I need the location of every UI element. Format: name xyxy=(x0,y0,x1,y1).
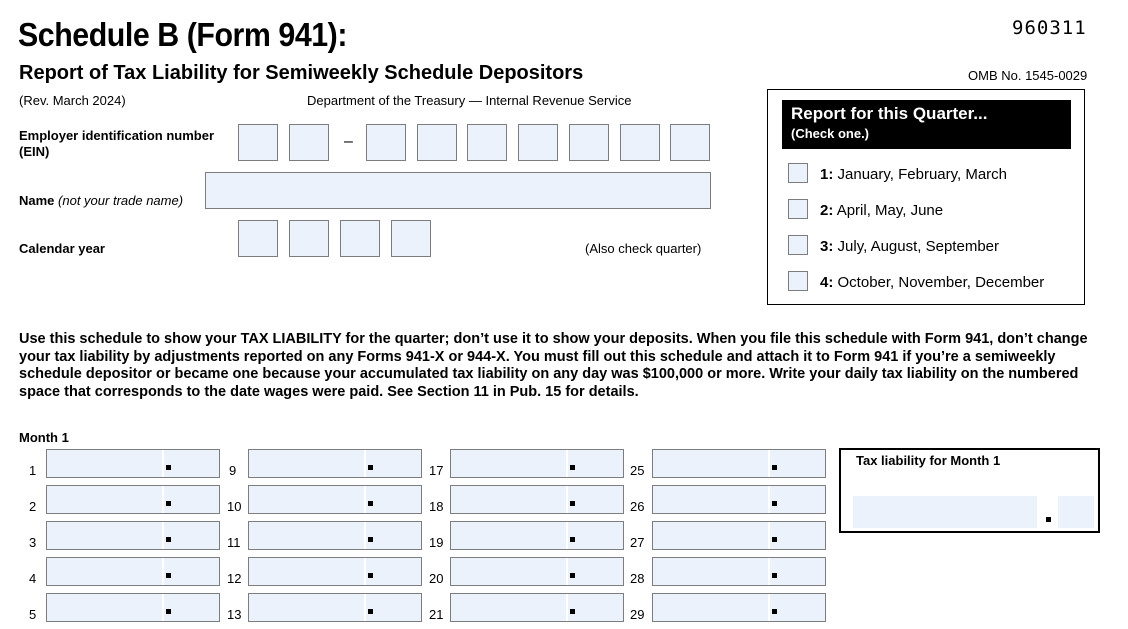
form-number: 960311 xyxy=(1012,17,1087,39)
day-21-amount[interactable] xyxy=(450,593,624,622)
instructions-text: Use this schedule to show your TAX LIABILITY for the quarter; don’t use it to show your deposits. When you file this schedule with Form 941, don’t change your tax liability by adjustments reported on any Forms 941-X or 944-X. You must fill out this schedule and attach it to Form 941 if you’re a semiweekly schedule depositor or became one because your accumulated tax liability on any day was $100,000 or more. Write your daily tax liability on the numbered space that corresponds to the date wages were paid. See Section 11 in Pub. 15 for details. xyxy=(19,331,1088,400)
year-digit-4[interactable] xyxy=(391,220,431,257)
day-number: 28 xyxy=(630,571,645,586)
year-digit-1[interactable] xyxy=(238,220,278,257)
day-number: 18 xyxy=(429,499,444,514)
day-28-amount[interactable] xyxy=(652,557,826,586)
ein-digit-4[interactable] xyxy=(417,124,457,161)
year-digit-2[interactable] xyxy=(289,220,329,257)
day-11-amount[interactable] xyxy=(248,521,422,550)
day-3-amount[interactable] xyxy=(46,521,220,550)
month-1-total-cents-field[interactable] xyxy=(1058,496,1094,528)
month-1-total-dollars-field[interactable] xyxy=(853,496,1037,528)
day-10-amount[interactable] xyxy=(248,485,422,514)
quarter-3-label: 3: July, August, September xyxy=(820,238,999,255)
ein-digit-5[interactable] xyxy=(467,124,507,161)
day-4-amount[interactable] xyxy=(46,557,220,586)
omb-number: OMB No. 1545-0029 xyxy=(968,68,1088,83)
day-number: 1 xyxy=(29,463,37,478)
day-number: 27 xyxy=(630,535,645,550)
day-25-amount[interactable] xyxy=(652,449,826,478)
day-number: 29 xyxy=(630,607,645,622)
also-check-quarter-note: (Also check quarter) xyxy=(585,241,702,256)
day-number: 11 xyxy=(227,535,241,550)
day-number: 10 xyxy=(227,499,242,514)
day-number: 26 xyxy=(630,499,645,514)
decimal-point xyxy=(1046,517,1051,522)
year-digit-3[interactable] xyxy=(340,220,380,257)
day-27-amount[interactable] xyxy=(652,521,826,550)
calendar-year-label: Calendar year xyxy=(19,241,105,256)
day-number: 19 xyxy=(429,535,444,550)
ein-digit-1[interactable] xyxy=(238,124,278,161)
form-subtitle: Report of Tax Liability for Semiweekly Schedule Depositors xyxy=(19,62,584,84)
day-number: 9 xyxy=(229,463,237,478)
quarter-heading: Report for this Quarter... xyxy=(791,104,988,123)
day-number: 2 xyxy=(29,499,37,514)
day-18-amount[interactable] xyxy=(450,485,624,514)
ein-digit-8[interactable] xyxy=(620,124,660,161)
ein-digit-2[interactable] xyxy=(289,124,329,161)
quarter-1-checkbox[interactable] xyxy=(788,163,808,183)
day-20-amount[interactable] xyxy=(450,557,624,586)
day-number: 13 xyxy=(227,607,242,622)
quarter-3-checkbox[interactable] xyxy=(788,235,808,255)
day-number: 3 xyxy=(29,535,37,550)
form-title: Schedule B (Form 941): xyxy=(18,16,347,53)
quarter-subheading: (Check one.) xyxy=(791,126,870,141)
day-number: 17 xyxy=(429,463,444,478)
day-29-amount[interactable] xyxy=(652,593,826,622)
name-label: Name (not your trade name) xyxy=(19,193,184,208)
day-number: 21 xyxy=(429,607,444,622)
department-line: Department of the Treasury — Internal Revenue Service xyxy=(307,93,632,108)
day-2-amount[interactable] xyxy=(46,485,220,514)
month-1-label: Month 1 xyxy=(19,430,69,445)
day-19-amount[interactable] xyxy=(450,521,624,550)
day-1-amount[interactable] xyxy=(46,449,220,478)
name-hint: (not your trade name) xyxy=(58,193,184,208)
ein-digit-7[interactable] xyxy=(569,124,609,161)
quarter-1-label: 1: January, February, March xyxy=(820,166,1008,183)
quarter-header xyxy=(782,100,1071,149)
day-number: 25 xyxy=(630,463,645,478)
day-9-amount[interactable] xyxy=(248,449,422,478)
month-1-total-label: Tax liability for Month 1 xyxy=(856,453,1001,468)
quarter-4-label: 4: October, November, December xyxy=(820,274,1045,291)
day-number: 5 xyxy=(29,607,37,622)
day-5-amount[interactable] xyxy=(46,593,220,622)
quarter-2-label: 2: April, May, June xyxy=(820,202,944,219)
day-12-amount[interactable] xyxy=(248,557,422,586)
quarter-2-checkbox[interactable] xyxy=(788,199,808,219)
ein-dash: – xyxy=(344,133,353,150)
ein-digit-9[interactable] xyxy=(670,124,710,161)
day-number: 4 xyxy=(29,571,37,586)
name-field[interactable] xyxy=(205,172,711,209)
ein-digit-6[interactable] xyxy=(518,124,558,161)
day-13-amount[interactable] xyxy=(248,593,422,622)
day-26-amount[interactable] xyxy=(652,485,826,514)
day-number: 20 xyxy=(429,571,444,586)
quarter-4-checkbox[interactable] xyxy=(788,271,808,291)
ein-label: Employer identification number (EIN) xyxy=(19,128,215,159)
day-17-amount[interactable] xyxy=(450,449,624,478)
revision-date: (Rev. March 2024) xyxy=(19,93,126,108)
day-number: 12 xyxy=(227,571,242,586)
ein-digit-3[interactable] xyxy=(366,124,406,161)
